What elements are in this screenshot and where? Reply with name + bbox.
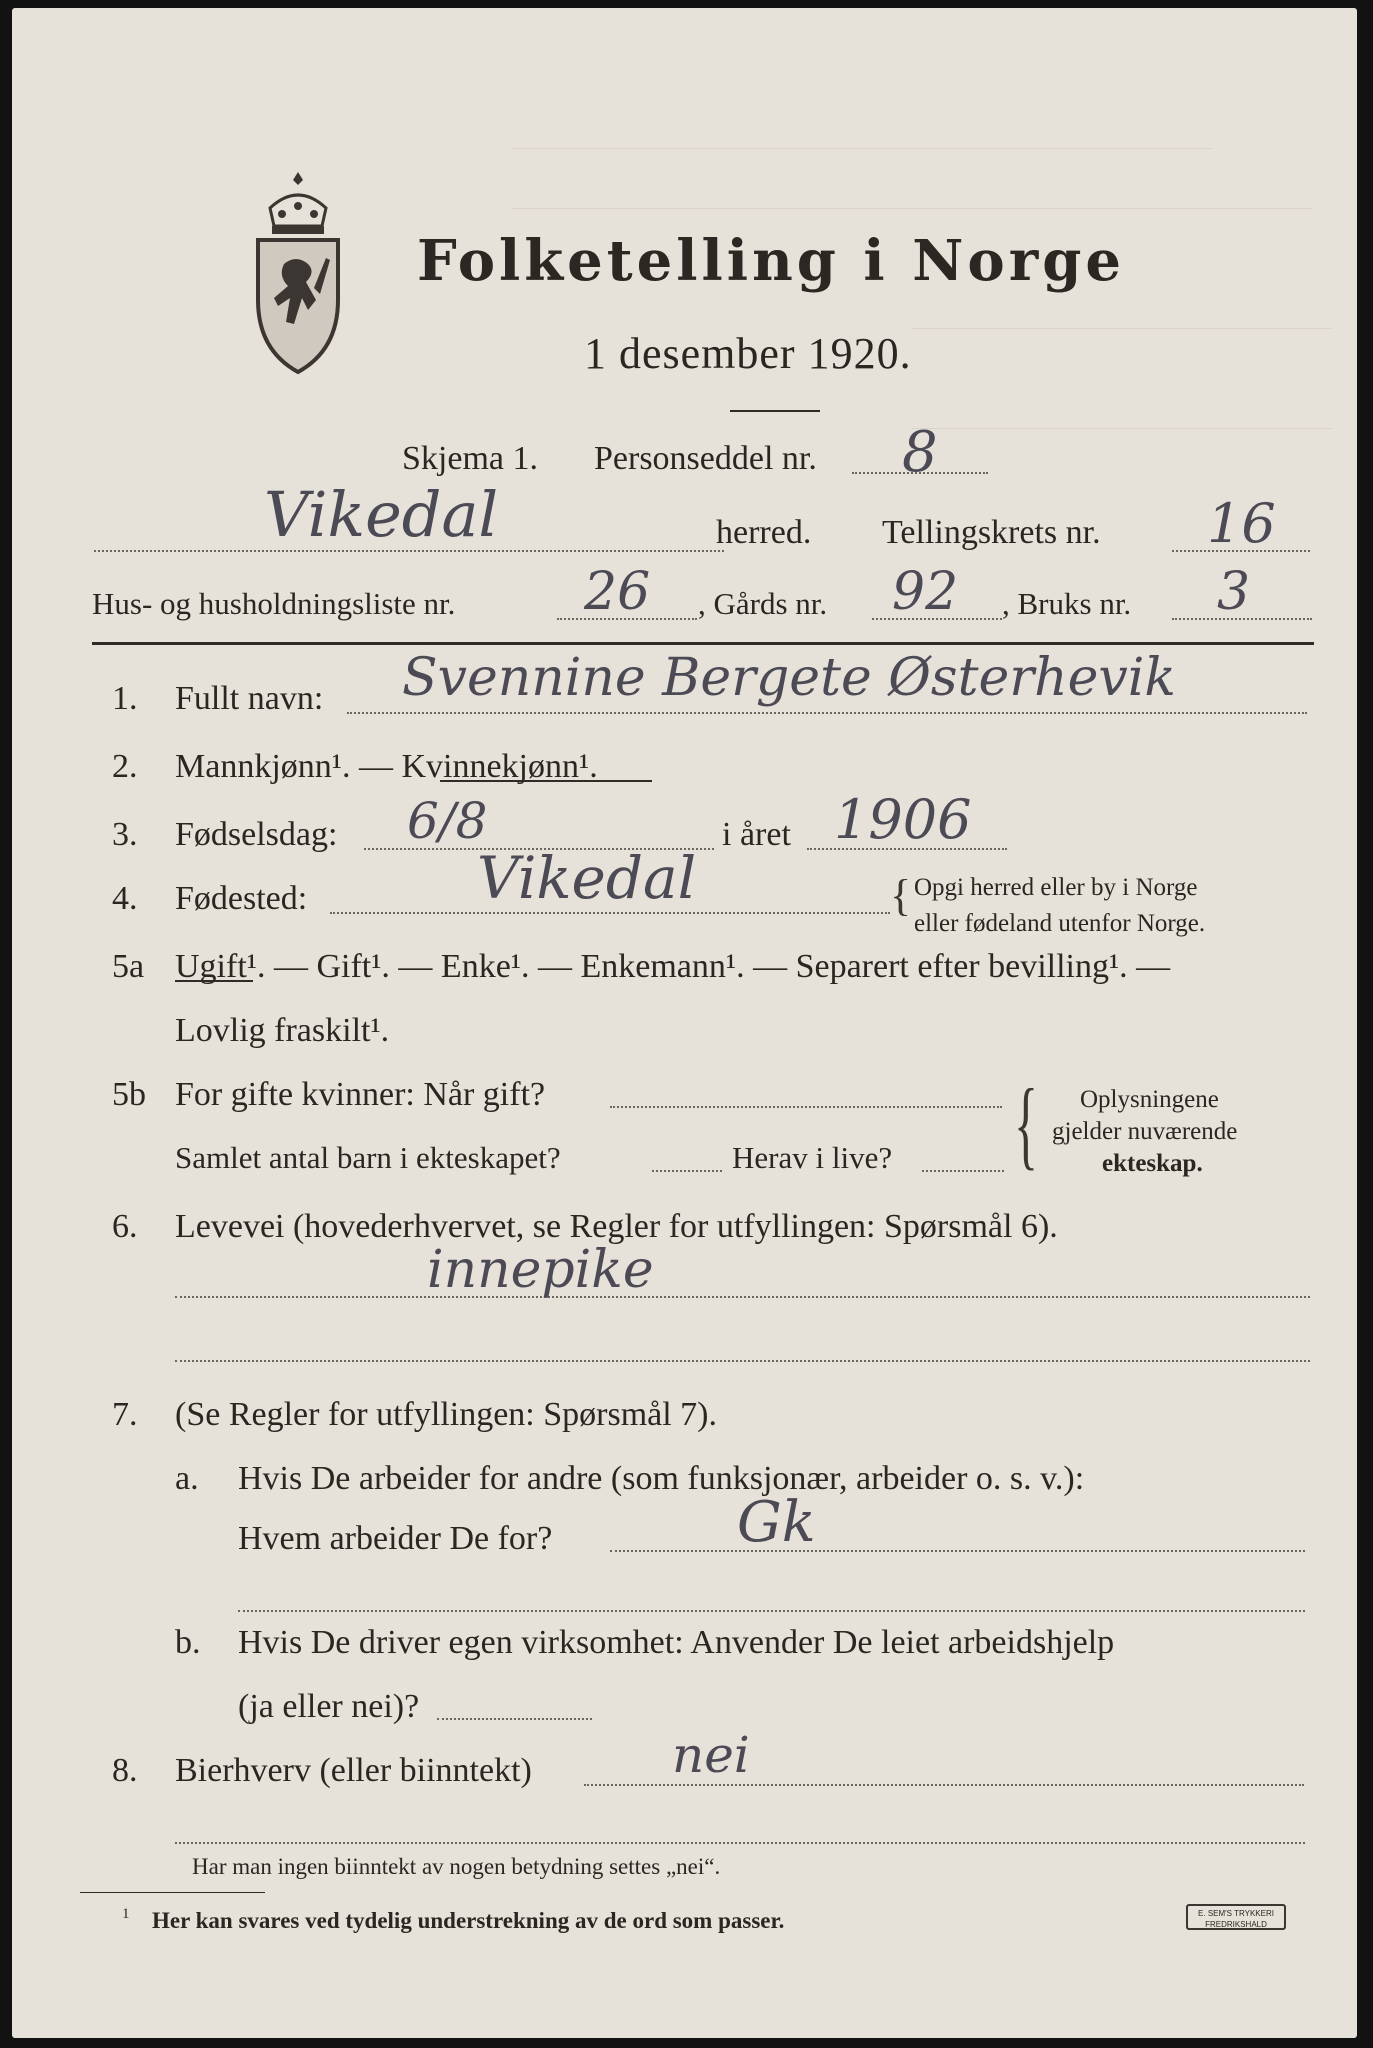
footnote-rule: [80, 1892, 265, 1893]
q4-value: Vikedal: [477, 844, 697, 912]
q7a-field-1: [610, 1550, 1305, 1552]
q3-number: 3.: [112, 816, 138, 853]
tellingskrets-value: 16: [1207, 492, 1276, 555]
q2-number: 2.: [112, 748, 138, 785]
q5b-note-line-2: gjelder nuværende: [1052, 1118, 1238, 1145]
q6-number: 6.: [112, 1208, 138, 1245]
herred-label: herred.: [716, 514, 812, 551]
q7a-sub-label: Hvem arbeider De for?: [238, 1520, 553, 1557]
q2-underline-kvinnekjonn: [440, 780, 652, 782]
tellingskrets-label: Tellingskrets nr.: [882, 514, 1101, 551]
q5b-alive-field: [922, 1170, 1004, 1172]
q4-note-line-2: eller fødeland utenfor Norge.: [914, 910, 1206, 937]
q4-note-bracket: {: [890, 871, 912, 920]
q5b-note-line-3: ekteskap.: [1102, 1150, 1203, 1177]
q7b-text: Hvis De driver egen virksomhet: Anvender De leiet arbeidshjelp: [238, 1624, 1115, 1661]
gards-value: 92: [892, 562, 959, 622]
q5b-children-field: [652, 1170, 722, 1172]
q5b-number: 5b: [112, 1076, 146, 1113]
coat-of-arms-icon: [248, 168, 348, 376]
q7b-field: [437, 1718, 592, 1720]
q6-field-2: [175, 1360, 1310, 1362]
q8-field-1: [584, 1784, 1304, 1786]
bleed-through: [912, 428, 1332, 429]
q3-year-label: i året: [722, 816, 791, 853]
q8-label: Bierhverv (eller biinntekt): [175, 1752, 532, 1789]
q5a-line-2: Lovlig fraskilt¹.: [175, 1012, 390, 1049]
footnote-mark: 1: [122, 1906, 130, 1922]
q8-number: 8.: [112, 1752, 138, 1789]
bleed-through: [512, 148, 1212, 149]
herred-value: Vikedal: [264, 478, 499, 551]
q7a-text: Hvis De arbeider for andre (som funksjonær, arbeider o. s. v.):: [238, 1460, 1085, 1497]
census-date: 1 desember 1920.: [584, 329, 912, 378]
hus-value: 26: [584, 562, 651, 622]
q8-value: nei: [672, 1726, 750, 1784]
q5b-alive-label: Herav i live?: [732, 1140, 893, 1175]
q5b-married-field: [610, 1106, 1002, 1108]
footer-note: Har man ingen biinntekt av nogen betydning settes „nei“.: [192, 1854, 721, 1879]
q4-field: [330, 912, 890, 914]
personseddel-label: Personseddel nr.: [594, 440, 817, 477]
q1-label: Fullt navn:: [175, 680, 324, 717]
section-rule: [92, 642, 1314, 645]
bleed-through: [512, 208, 1312, 209]
q7b-sub-label: (ja eller nei)?: [238, 1688, 420, 1725]
q6-value: innepike: [427, 1240, 654, 1300]
hus-label: Hus- og husholdningsliste nr.: [92, 586, 456, 621]
q2-text: Mannkjønn¹. — Kvinnekjønn¹.: [175, 748, 598, 785]
bruks-value: 3: [1217, 562, 1251, 622]
q8-field-2: [175, 1842, 1305, 1844]
q5a-underline-ugift: [175, 980, 253, 982]
q5b-children-label: Samlet antal barn i ekteskapet?: [175, 1140, 561, 1175]
q4-label: Fødested:: [175, 880, 308, 917]
q6-text: Levevei (hovederhvervet, se Regler for utfyllingen: Spørsmål 6).: [175, 1208, 1058, 1245]
q7-text: (Se Regler for utfyllingen: Spørsmål 7).: [175, 1396, 718, 1433]
q3-label: Fødselsdag:: [175, 816, 338, 853]
q1-value: Svennine Bergete Østerhevik: [402, 648, 1176, 708]
q1-field: [347, 712, 1307, 714]
title-rule: [730, 410, 820, 412]
q4-note-line-1: Opgi herred eller by i Norge: [914, 874, 1198, 901]
footnote-text: Her kan svares ved tydelig understrekning av de ord som passer.: [152, 1908, 785, 1933]
form-title: Folketelling i Norge: [417, 228, 1126, 294]
q3-year-value: 1906: [834, 788, 972, 851]
q5b-line-1: For gifte kvinner: Når gift?: [175, 1076, 546, 1113]
q5b-note-line-1: Oplysningene: [1080, 1086, 1219, 1113]
q3-value: 6/8: [407, 792, 488, 850]
q7a-field-2: [238, 1610, 1305, 1612]
census-form: [12, 8, 1357, 2038]
q7a-value: Gk: [737, 1490, 816, 1555]
q1-number: 1.: [112, 680, 138, 717]
bruks-label: , Bruks nr.: [1002, 586, 1132, 621]
q5b-note-bracket: {: [1014, 1068, 1038, 1179]
personseddel-value: 8: [902, 420, 938, 485]
printer-stamp: E. SEM'S TRYKKERI FREDRIKSHALD: [1186, 1904, 1286, 1930]
q5a-number: 5a: [112, 948, 145, 985]
bleed-through: [912, 328, 1332, 329]
q6-field-1: [175, 1296, 1310, 1298]
gards-label: , Gårds nr.: [698, 586, 828, 621]
schema-label: Skjema 1.: [402, 440, 538, 477]
q7-number: 7.: [112, 1396, 138, 1433]
q5a-line-1: Ugift¹. — Gift¹. — Enke¹. — Enkemann¹. — Separert efter bevilling¹. —: [175, 948, 1171, 985]
q7a-number: a.: [175, 1460, 199, 1497]
q4-number: 4.: [112, 880, 138, 917]
q7b-number: b.: [175, 1624, 201, 1661]
